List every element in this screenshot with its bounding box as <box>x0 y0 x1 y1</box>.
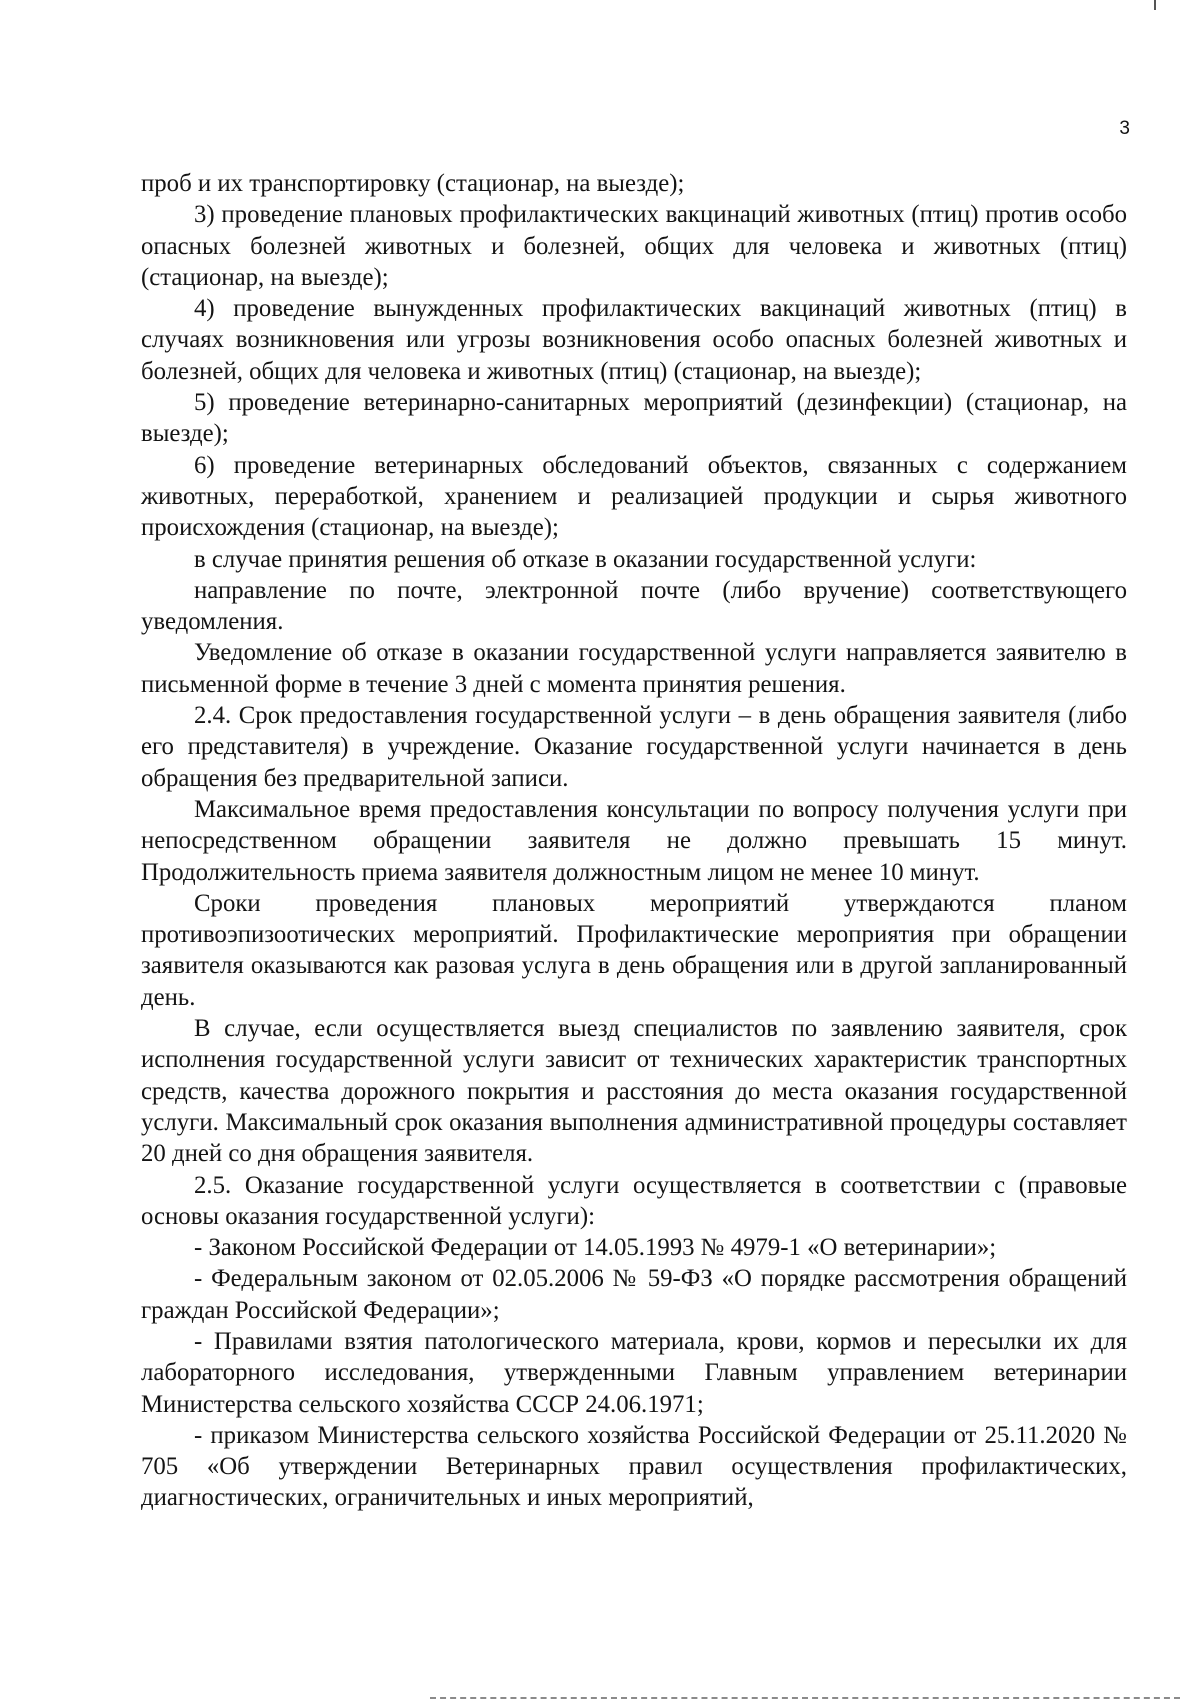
list-item-6: 6) проведение ветеринарных обследований объектов, связанных с содержанием животных, переработкой, хранением и реализацией продукции и сырья животного происхождения (стационар, на выезде); <box>141 451 1127 542</box>
scan-edge-mark <box>1154 0 1156 10</box>
section-2-5: 2.5. Оказание государственной услуги осуществляется в соответствии с (правовые основы оказания государственной услуги): <box>141 1171 1127 1230</box>
paragraph-planned-measures: Сроки проведения плановых мероприятий утверждаются планом противоэпизоотических мероприятий. Профилактические мероприятия при обращении заявителя оказываются как разовая услуга в день обращения или в другой запланированный день. <box>141 889 1127 1011</box>
paragraph-continuation: проб и их транспортировку (стационар, на выезде); <box>141 170 685 197</box>
scan-bottom-edge <box>430 1697 1180 1699</box>
paragraph-refusal-notice: направление по почте, электронной почте (либо вручение) соответствующего уведомления. <box>141 576 1127 636</box>
list-item-5: 5) проведение ветеринарно-санитарных мероприятий (дезинфекции) (стационар, на выезде); <box>141 389 1127 448</box>
list-item-4: 4) проведение вынужденных профилактических вакцинаций животных (птиц) в случаях возникновения или угрозы возникновения особо опасных болезней животных и болезней, общих для человека и животных (птиц) (стационар, на выезде); <box>141 295 1127 385</box>
legal-basis-item-3: - Правилами взятия патологического материала, крови, кормов и пересылки их для лабораторного исследования, утвержденными Главным управлением ветеринарии Министерства сельского хозяйства СССР 24.06.1971; <box>141 1327 1127 1418</box>
list-item-3: 3) проведение плановых профилактических вакцинаций животных (птиц) против особо опасных болезней животных и болезней, общих для человека и животных (птиц) (стационар, на выезде); <box>141 201 1127 291</box>
paragraph-refusal-notification: Уведомление об отказе в оказании государственной услуги направляется заявителю в письменной форме в течение 3 дней с момента принятия решения. <box>141 639 1127 698</box>
document-body <box>141 168 1127 1514</box>
legal-basis-item-1: - Законом Российской Федерации от 14.05.1993 № 4979-1 «О ветеринарии»; <box>194 1234 997 1262</box>
section-2-4: 2.4. Срок предоставления государственной услуги – в день обращения заявителя (либо его представителя) в учреждение. Оказание государственной услуги начинается в день обращения без предварительной записи. <box>141 702 1127 792</box>
paragraph-refusal-case: в случае принятия решения об отказе в оказании государственной услуги: <box>194 545 977 573</box>
paragraph-consultation-time: Максимальное время предоставления консультации по вопросу получения услуги при непосредственном обращении заявителя не должно превышать 15 минут. Продолжительность приема заявителя должностным лицом не менее 10 минут. <box>141 795 1127 886</box>
page-number: 3 <box>1119 118 1130 139</box>
legal-basis-item-2: - Федеральным законом от 02.05.2006 № 59-ФЗ «О порядке рассмотрения обращений граждан Российской Федерации»; <box>141 1265 1127 1324</box>
legal-basis-item-4: - приказом Министерства сельского хозяйства Российской Федерации от 25.11.2020 № 705 «Об утверждении Ветеринарных правил осуществления профилактических, диагностических, ограничительных и иных мероприятий, <box>141 1421 1127 1512</box>
paragraph-field-visit: В случае, если осуществляется выезд специалистов по заявлению заявителя, срок исполнения государственной услуги зависит от технических характеристик транспортных средств, качества дорожного покрытия и расстояния до места оказания государственной услуги. Максимальный срок оказания выполнения административной процедуры составляет 20 дней со дня обращения заявителя. <box>141 1015 1127 1168</box>
